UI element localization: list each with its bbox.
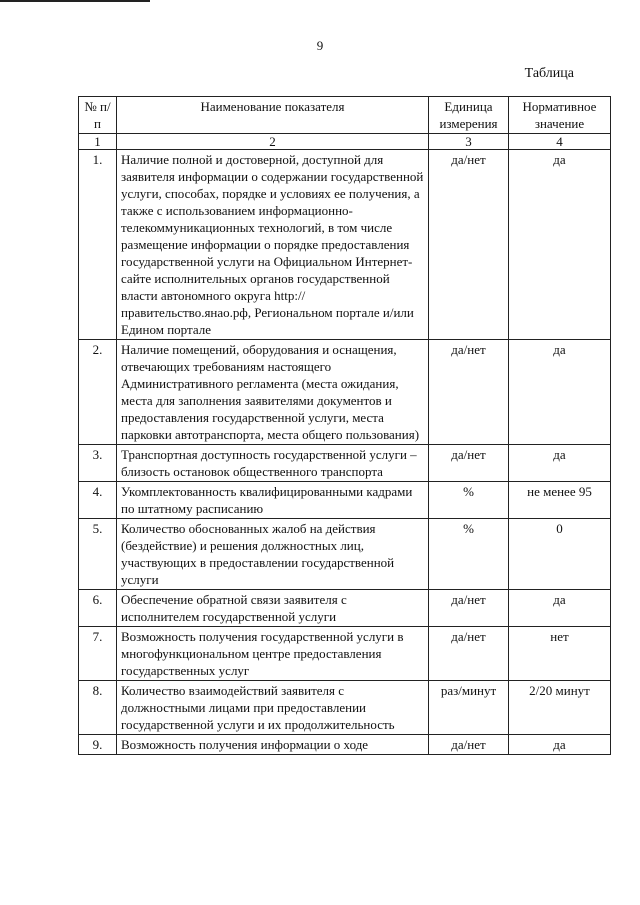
indicator-value: да <box>509 150 611 340</box>
row-number: 1. <box>79 150 117 340</box>
indicator-value: да <box>509 340 611 445</box>
indicator-value: да <box>509 590 611 627</box>
header-num: № п/п <box>79 97 117 134</box>
indicator-value: 0 <box>509 519 611 590</box>
indicator-name: Транспортная доступность государственной услуги – близость остановок общественного транспорта <box>117 445 429 482</box>
row-number: 3. <box>79 445 117 482</box>
row-number: 8. <box>79 681 117 735</box>
row-number: 7. <box>79 627 117 681</box>
row-number: 2. <box>79 340 117 445</box>
table-row <box>79 519 611 590</box>
indicator-name: Наличие полной и достоверной, доступной для заявителя информации о содержании государственной услуги, способах, порядке и условиях ее получения, а также с использованием информационно-телекоммуникационных технологий, в том числе размещение информации о порядке предоставления государственной услуги на Официальном Интернет-сайте исполнительных органов государственной власти автономного округа http://правительство.янао.рф, Региональном портале и/или Едином портале <box>117 150 429 340</box>
table-row <box>79 735 611 755</box>
indicator-value: да <box>509 445 611 482</box>
indicator-unit: % <box>429 519 509 590</box>
indicator-unit: да/нет <box>429 340 509 445</box>
table-row <box>79 482 611 519</box>
top-rule-divider <box>0 0 150 2</box>
indicator-name: Возможность получения информации о ходе <box>117 735 429 755</box>
indicator-unit: да/нет <box>429 735 509 755</box>
column-index: 3 <box>429 134 509 150</box>
indicator-value: да <box>509 735 611 755</box>
table-row <box>79 590 611 627</box>
table-row <box>79 340 611 445</box>
indicator-value: не менее 95 <box>509 482 611 519</box>
indicator-unit: да/нет <box>429 150 509 340</box>
indicator-value: 2/20 минут <box>509 681 611 735</box>
row-number: 5. <box>79 519 117 590</box>
table-header <box>79 97 611 134</box>
indicator-name: Обеспечение обратной связи заявителя с исполнителем государственной услуги <box>117 590 429 627</box>
table-caption: Таблица <box>524 66 574 81</box>
indicator-unit: раз/минут <box>429 681 509 735</box>
row-number: 4. <box>79 482 117 519</box>
indicator-name: Количество обоснованных жалоб на действия (бездействие) и решения должностных лиц, участвующих в предоставлении государственной услуги <box>117 519 429 590</box>
column-index: 2 <box>117 134 429 150</box>
table-row <box>79 445 611 482</box>
indicator-name: Количество взаимодействий заявителя с должностными лицами при предоставлении государственной услуги и их продолжительность <box>117 681 429 735</box>
indicator-unit: % <box>429 482 509 519</box>
indicator-unit: да/нет <box>429 627 509 681</box>
indicator-value: нет <box>509 627 611 681</box>
indicator-unit: да/нет <box>429 445 509 482</box>
table-body <box>79 134 611 755</box>
header-name: Наименование показателя <box>117 97 429 134</box>
row-number: 6. <box>79 590 117 627</box>
table-row <box>79 681 611 735</box>
column-index: 4 <box>509 134 611 150</box>
header-row <box>79 97 611 134</box>
row-number: 9. <box>79 735 117 755</box>
header-unit: Единица измерения <box>429 97 509 134</box>
indicators-table <box>78 96 611 755</box>
column-index-row <box>79 134 611 150</box>
indicator-name: Наличие помещений, оборудования и оснащения, отвечающих требованиям настоящего Административного регламента (места ожидания, места для заполнения заявителями документов и предоставления государственной услуги, места парковки автотранспорта, места общего пользования) <box>117 340 429 445</box>
indicator-name: Возможность получения государственной услуги в многофункциональном центре предоставления государственных услуг <box>117 627 429 681</box>
page-number: 9 <box>316 38 324 53</box>
indicator-unit: да/нет <box>429 590 509 627</box>
indicator-name: Укомплектованность квалифицированными кадрами по штатному расписанию <box>117 482 429 519</box>
column-index: 1 <box>79 134 117 150</box>
table-row <box>79 150 611 340</box>
indicators-table-container <box>78 96 610 755</box>
table-row <box>79 627 611 681</box>
header-value: Нормативное значение <box>509 97 611 134</box>
